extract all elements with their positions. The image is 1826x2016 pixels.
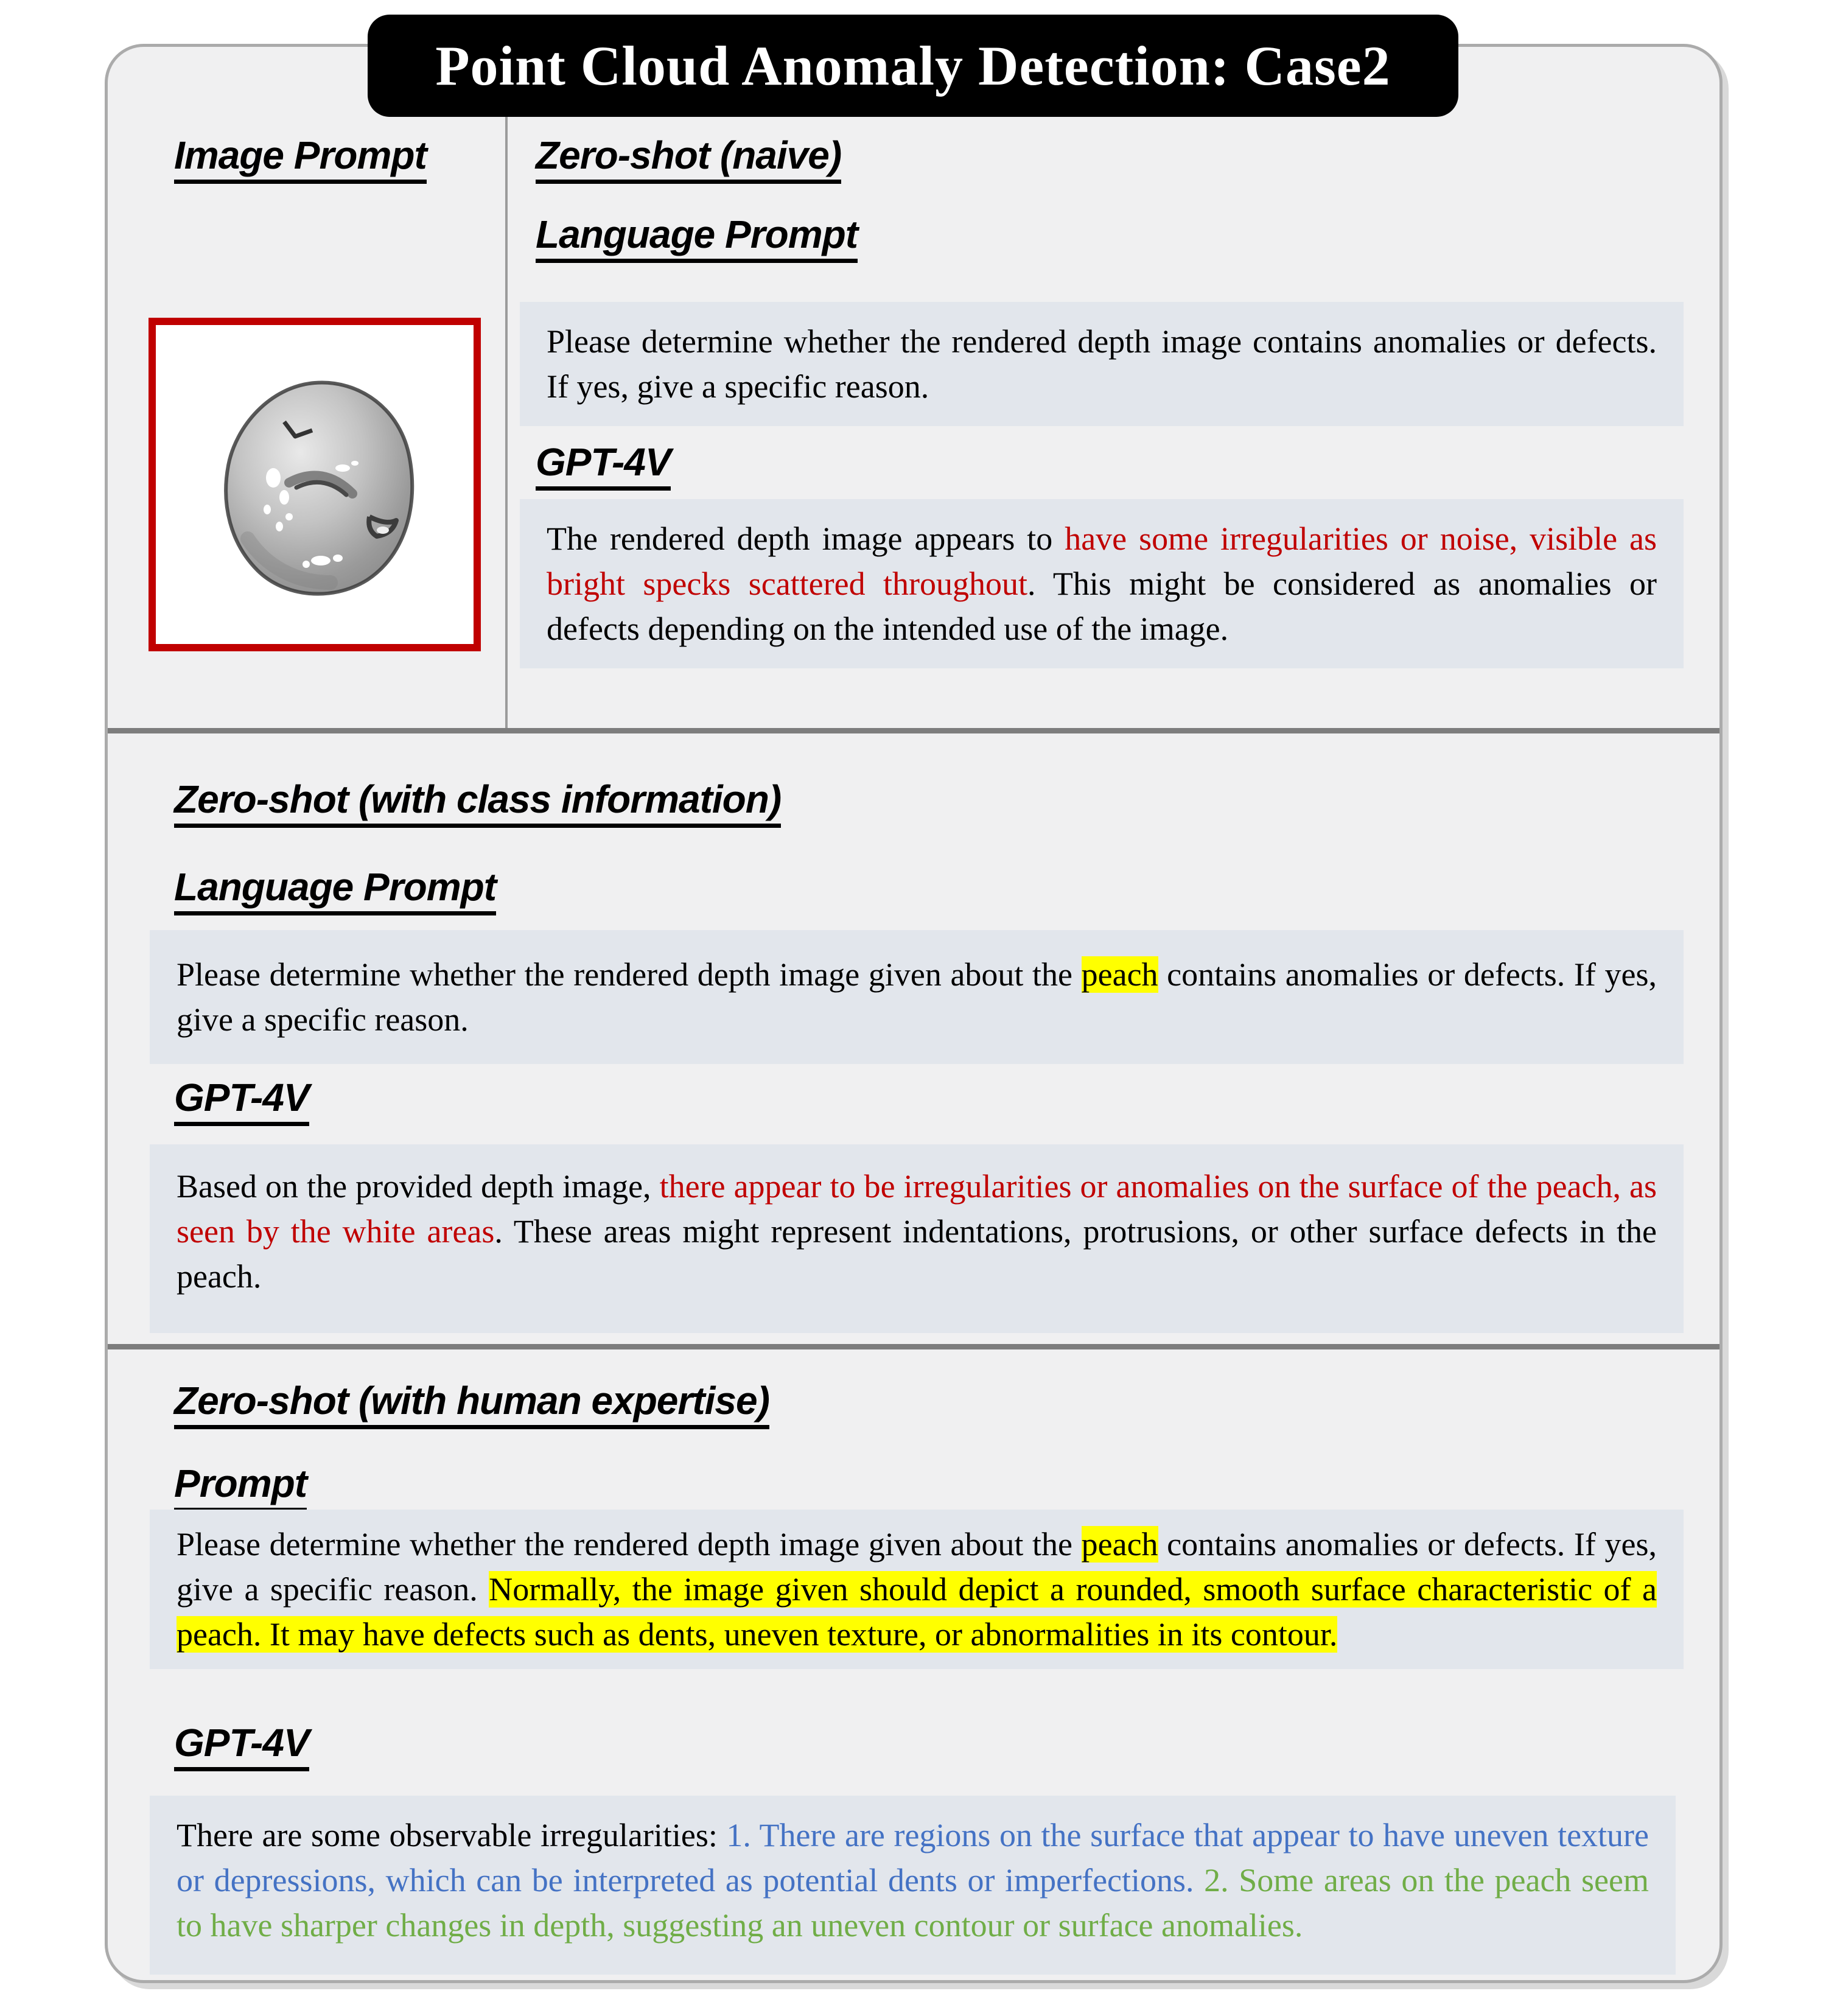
section-divider-2 [108, 1344, 1719, 1349]
class-prompt-box: Please determine whether the rendered depth image given about the peach contains anomalies or defects. If yes, give a specific reason. [150, 930, 1684, 1064]
human-model-label: GPT-4V [174, 1723, 309, 1771]
section-class-heading: Zero-shot (with class information) [174, 779, 781, 828]
naive-prompt-box: Please determine whether the rendered depth image contains anomalies or defects. If yes, give a specific reason. [520, 302, 1684, 426]
figure-title-banner [368, 15, 1458, 117]
human-prompt-label: Prompt [174, 1463, 307, 1512]
section-naive-heading: Zero-shot (naive) [536, 135, 841, 184]
naive-response-box: The rendered depth image appears to have some irregularities or noise, visible as bright specks scattered throughout. This might be considered as anomalies or defects depending on the intended use of the image. [520, 499, 1684, 668]
section-divider-1 [108, 728, 1719, 733]
image-prompt-label: Image Prompt [174, 135, 427, 184]
section-human-heading: Zero-shot (with human expertise) [174, 1381, 769, 1429]
human-prompt-box: Please determine whether the rendered depth image given about the peach contains anomalies or defects. If yes, give a specific reason. Normally, the image given should depict a rounded, smooth surface characteristic of a peach. It may have defects such as dents, uneven texture, or abnormalities in its contour. [150, 1510, 1684, 1669]
peach-depth-image [163, 332, 467, 637]
human-response-box: There are some observable irregularities: 1. There are regions on the surface that appear to have uneven texture or depressions, which can be interpreted as potential dents or imperfections. 2. Some areas on the peach seem to have sharper changes in depth, suggesting an uneven contour or surface anomalies. [150, 1796, 1676, 1975]
class-model-label: GPT-4V [174, 1077, 309, 1126]
class-prompt-label: Language Prompt [174, 867, 496, 915]
column-divider [505, 47, 508, 728]
figure-title: Point Cloud Anomaly Detection: Case2 [435, 35, 1391, 97]
naive-model-label: GPT-4V [536, 442, 671, 491]
image-prompt-frame [149, 318, 481, 651]
naive-prompt-label: Language Prompt [536, 214, 858, 263]
class-response-box: Based on the provided depth image, there appear to be irregularities or anomalies on the surface of the peach, as seen by the white areas. These areas might represent indentations, protrusions, or other surface defects in the peach. [150, 1144, 1684, 1333]
